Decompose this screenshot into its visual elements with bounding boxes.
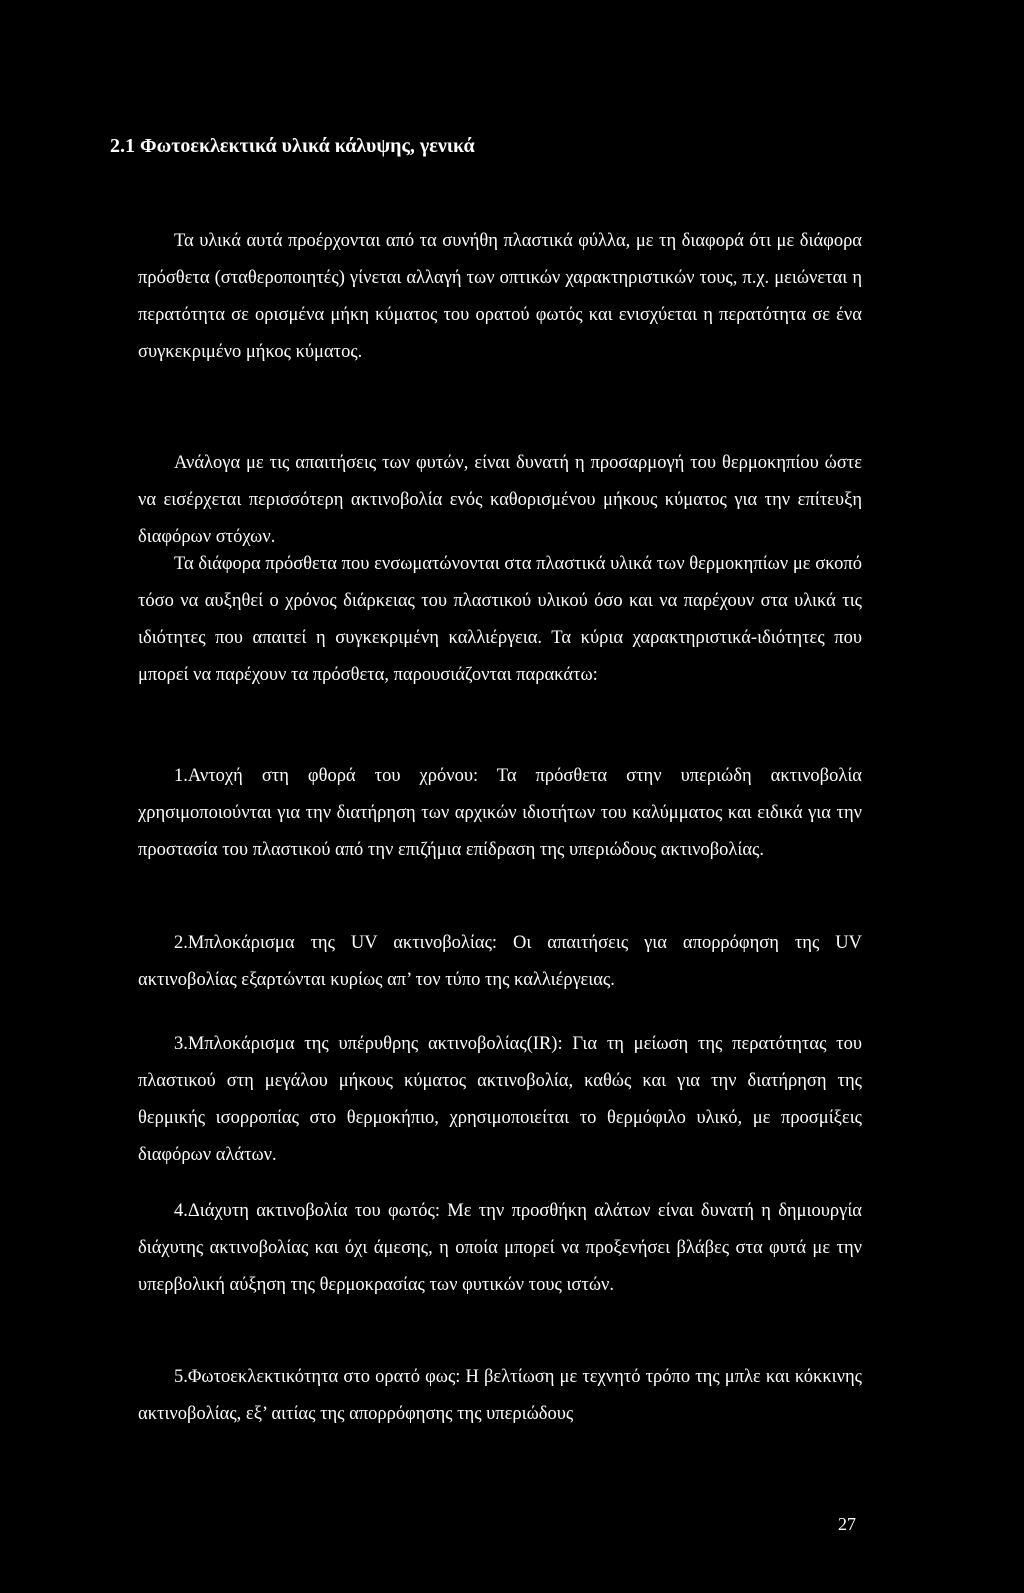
list-item-ir-blocking: 3.Μπλοκάρισμα της υπέρυθρης ακτινοβολίας(IR): Για τη μείωση της περατότητας του πλαστικού στη μεγάλου μήκους κύματος ακτινοβολία, καθώς και για την διατήρηση της θερμικής ισορροπίας στο θερμοκήπιο, χρησιμοποιείται το θερμόφιλο υλικό, με προσμίξεις διαφόρων αλάτων.: [138, 1034, 862, 1165]
list-item-durability: 1.Αντοχή στη φθορά του χρόνου: Τα πρόσθετα στην υπεριώδη ακτινοβολία χρησιμοποιούνται για την διατήρηση των αρχικών ιδιοτήτων του καλύμματος και ειδικά για την προστασία του πλαστικού από την επιζήμια επίδραση της υπεριώδους ακτινοβολίας.: [138, 766, 862, 860]
paragraph-plant-requirements: Ανάλογα με τις απαιτήσεις των φυτών, είναι δυνατή η προσαρμογή του θερμοκηπίου ώστε να εισέρχεται περισσότερη ακτινοβολία ενός καθορισμένου μήκους κύματος για την επίτευξη διαφόρων στόχων.: [138, 453, 862, 547]
list-item-diffuse-light: 4.Διάχυτη ακτινοβολία του φωτός: Με την προσθήκη αλάτων είναι δυνατή η δημιουργία διάχυτης ακτινοβολίας και όχι άμεσης, η οποία μπορεί να προξενήσει βλάβες στα φυτά με την υπερβολική αύξηση της θερμοκρασίας των φυτικών τους ιστών.: [138, 1201, 862, 1295]
page-number: 27: [838, 1514, 856, 1534]
section-heading: 2.1 Φωτοεκλεκτικά υλικά κάλυψης, γενικά: [110, 135, 475, 157]
list-item-photoselectivity: 5.Φωτοεκλεκτικότητα στο ορατό φως: Η βελτίωση με τεχνητό τρόπο της μπλε και κόκκινης ακτινοβολίας, εξ’ αιτίας της απορρόφησης της υπεριώδους: [138, 1367, 862, 1424]
paragraph-intro: Τα υλικά αυτά προέρχονται από τα συνήθη πλαστικά φύλλα, με τη διαφορά ότι με διάφορα πρόσθετα (σταθεροποιητές) γίνεται αλλαγή των οπτικών χαρακτηριστικών τους, π.χ. μειώνεται η περατότητα σε ορισμένα μήκη κύματος του ορατού φωτός και ενισχύεται η περατότητα σε ένα συγκεκριμένο μήκος κύματος.: [138, 231, 862, 362]
paragraph-additives: Τα διάφορα πρόσθετα που ενσωματώνονται στα πλαστικά υλικά των θερμοκηπίων με σκοπό τόσο να αυξηθεί ο χρόνος διάρκειας του πλαστικού υλικού όσο και να παρέχουν στα υλικά τις ιδιότητες που απαιτεί η συγκεκριμένη καλλιέργεια. Τα κύρια χαρακτηριστικά-ιδιότητες που μπορεί να παρέχουν τα πρόσθετα, παρουσιάζονται παρακάτω:: [138, 554, 862, 685]
document-page: [110, 0, 862, 1593]
list-item-uv-blocking: 2.Μπλοκάρισμα της UV ακτινοβολίας: Οι απαιτήσεις για απορρόφηση της UV ακτινοβολίας εξαρτώνται κυρίως απ’ τον τύπο της καλλιέργειας.: [138, 933, 862, 990]
